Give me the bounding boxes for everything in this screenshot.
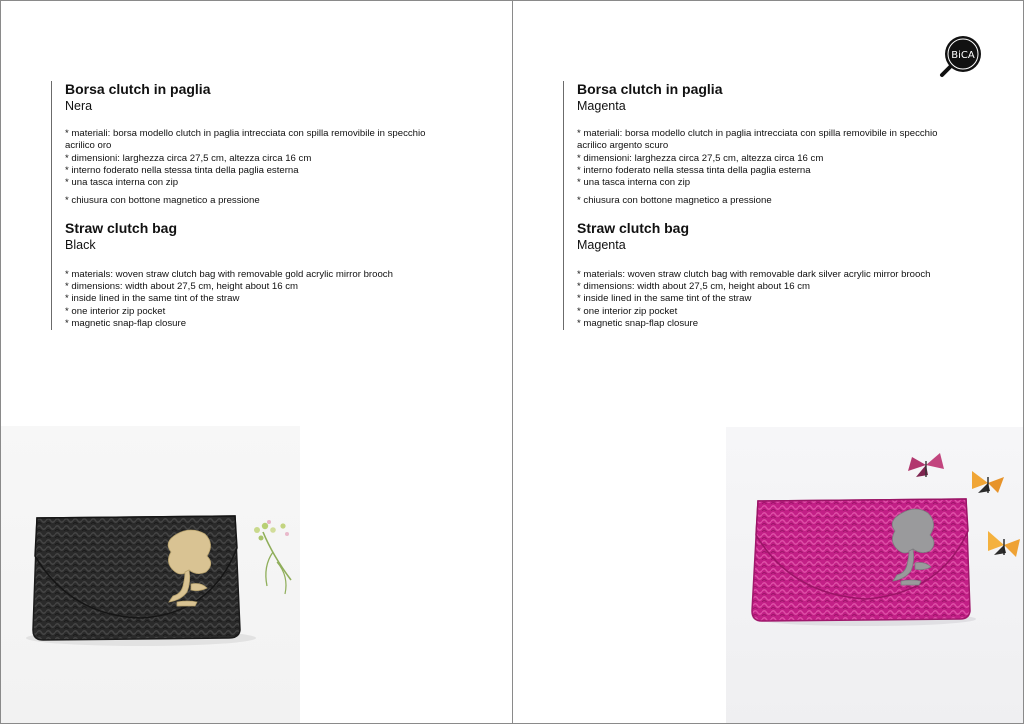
right-it-bullet: * chiusura con bottone magnetico a pressione <box>577 195 772 207</box>
butterfly-orange-1 <box>972 471 1004 493</box>
right-it-bullet: acrilico argento scuro <box>577 140 669 152</box>
black-clutch-photo <box>1 426 300 723</box>
left-en-color: Black <box>65 237 96 252</box>
left-it-bullets <box>65 128 485 208</box>
left-en-title: Straw clutch bag <box>65 219 178 236</box>
right-text-block <box>563 81 997 330</box>
right-en-title: Straw clutch bag <box>577 219 690 236</box>
bica-logo <box>939 34 983 78</box>
right-it-bullet: * materiali: borsa modello clutch in paglia intrecciata con spilla removibile in specchio <box>577 128 938 139</box>
left-en-bullet: * magnetic snap-flap closure <box>65 317 187 329</box>
butterfly-pink <box>908 453 944 477</box>
right-en-section <box>577 220 997 330</box>
right-it-bullet: * dimensioni: larghezza circa 27,5 cm, altezza circa 16 cm <box>577 152 824 164</box>
left-it-bullet: * una tasca interna con zip <box>65 177 179 189</box>
left-it-title: Borsa clutch in paglia <box>65 81 211 97</box>
left-page <box>1 1 512 723</box>
left-en-section <box>65 220 485 330</box>
right-en-bullet: * dimensions: width about 27,5 cm, height about 16 cm <box>577 281 811 293</box>
butterfly-orange-2 <box>988 531 1020 557</box>
left-en-bullet: * materials: woven straw clutch bag with removable gold acrylic mirror brooch <box>65 268 393 280</box>
left-it-bullet: * materiali: borsa modello clutch in paglia intrecciata con spilla removibile in specchio <box>65 128 426 139</box>
right-en-bullet: * one interior zip pocket <box>577 305 678 317</box>
magenta-clutch-photo <box>726 427 1023 723</box>
left-it-color: Nera <box>65 99 93 113</box>
right-it-bullet: * interno foderato nella stessa tinta della paglia esterna <box>577 164 811 176</box>
right-en-bullet: * inside lined in the same tint of the straw <box>577 293 752 305</box>
right-it-color: Magenta <box>577 99 626 113</box>
right-en-bullet: * magnetic snap-flap closure <box>577 317 699 329</box>
right-it-title: Borsa clutch in paglia <box>577 81 723 97</box>
left-en-bullets <box>65 269 485 330</box>
logo-text: BiCA <box>951 50 975 61</box>
left-text-block <box>51 81 485 330</box>
left-it-bullet: * interno foderato nella stessa tinta della paglia esterna <box>65 164 299 176</box>
left-it-bullet: acrilico oro <box>65 140 112 152</box>
right-it-bullet: * una tasca interna con zip <box>577 177 691 189</box>
black-clutch-illustration <box>1 426 300 723</box>
right-page <box>512 1 1023 723</box>
left-en-bullet: * inside lined in the same tint of the straw <box>65 293 240 305</box>
left-it-bullet: * dimensioni: larghezza circa 27,5 cm, altezza circa 16 cm <box>65 152 312 164</box>
magenta-clutch-illustration <box>726 427 1023 723</box>
right-en-color: Magenta <box>577 237 626 252</box>
left-en-bullet: * dimensions: width about 27,5 cm, height about 16 cm <box>65 281 299 293</box>
right-en-bullets <box>577 269 997 330</box>
flower-sprig <box>254 520 291 594</box>
right-it-bullets <box>577 128 997 208</box>
left-en-bullet: * one interior zip pocket <box>65 305 166 317</box>
right-en-bullet: * materials: woven straw clutch bag with removable dark silver acrylic mirror brooch <box>577 268 931 280</box>
left-it-bullet: * chiusura con bottone magnetico a pressione <box>65 195 260 207</box>
